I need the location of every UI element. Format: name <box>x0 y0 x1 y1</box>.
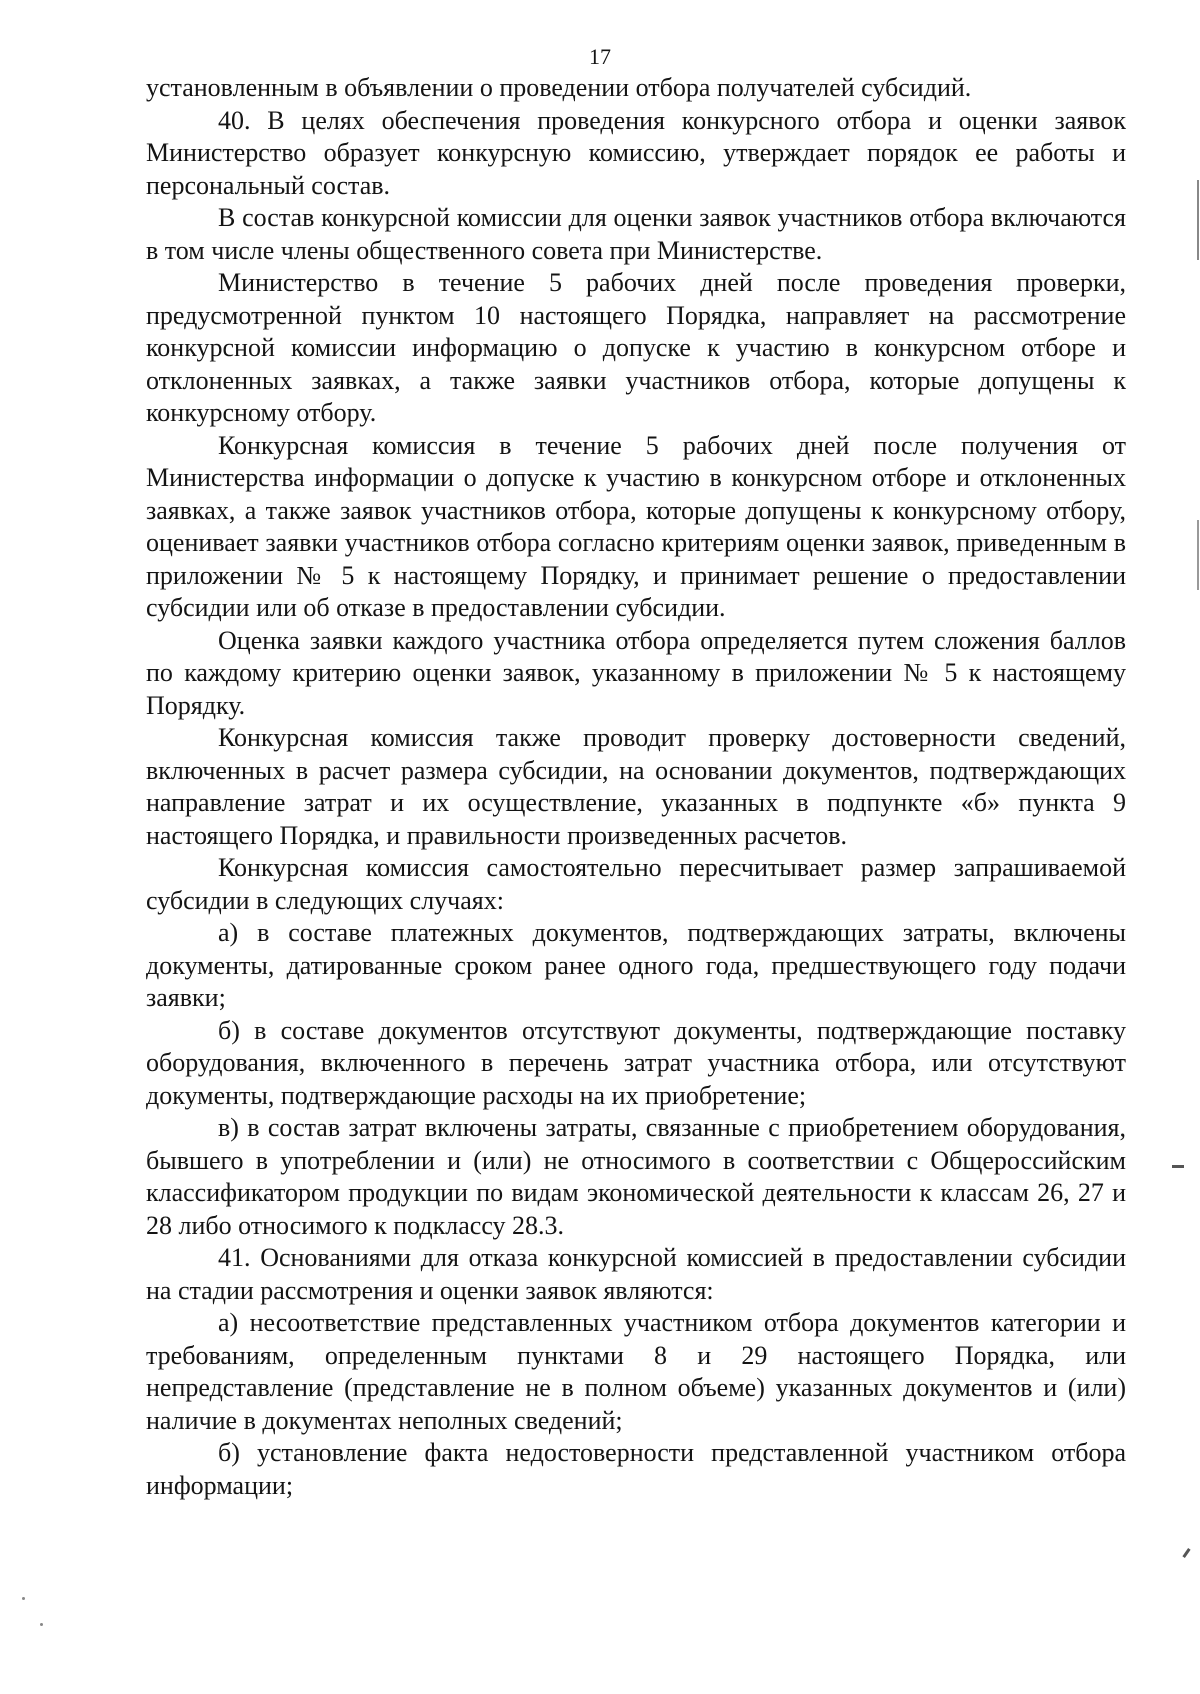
page-number: 17 <box>589 44 611 69</box>
paragraph-commission-evaluation: Конкурсная комиссия в течение 5 рабочих дней после получения от Министерства информации о допуске к участию в конкурсном отборе и отклоненных заявках, а также заявок участников отбора, которые допущены к конкурсному отбору, оценивает заявки участников отбора согласно критериям оценки заявок, приведенным в приложении № 5 к настоящему Порядку, и принимает решение о предоставлении субсидии или об отказе в предоставлении субсидии. <box>146 430 1126 622</box>
scan-dot-mark <box>22 1597 25 1600</box>
paragraph-clause-41: 41. Основаниями для отказа конкурсной комиссией в предоставлении субсидии на стадии рассмотрения и оценки заявок являются: <box>146 1243 1126 1305</box>
scan-edge-mark <box>1197 180 1199 260</box>
list-item-b: б) в составе документов отсутствуют документы, подтверждающие поставку оборудования, включенного в перечень затрат участника отбора, или отсутствуют документы, подтверждающие расходы на их приобретение; <box>146 1015 1126 1110</box>
scan-dot-mark <box>40 1623 43 1626</box>
paragraph-ministry-referral: Министерство в течение 5 рабочих дней после проведения проверки, предусмотренной пунктом 10 настоящего Порядка, направляет на рассмотрение конкурсной комиссии информацию о допуске к участию в конкурсном отборе и отклоненных заявках, а также заявки участников отбора, которые допущены к конкурсному отбору. <box>146 268 1126 427</box>
paragraph-verification: Конкурсная комиссия также проводит проверку достоверности сведений, включенных в расчет размера субсидии, на основании документов, подтверждающих направление затрат и их осуществление, указанных в подпункте «б» пункта 9 настоящего Порядка, и правильности произведенных расчетов. <box>146 723 1126 850</box>
paragraph-continuation: установленным в объявлении о проведении отбора получателей субсидий. <box>146 73 972 102</box>
paragraph-commission-composition: В состав конкурсной комиссии для оценки заявок участников отбора включаются в том числе члены общественного совета при Министерстве. <box>146 203 1126 265</box>
scan-edge-mark <box>1197 520 1199 590</box>
list-item-a: а) в составе платежных документов, подтверждающих затраты, включены документы, датированные сроком ранее одного года, предшествующего году подачи заявки; <box>146 918 1126 1012</box>
paragraph-recalculation: Конкурсная комиссия самостоятельно пересчитывает размер запрашиваемой субсидии в следующих случаях: <box>146 853 1126 915</box>
scan-dash-mark <box>1172 1165 1184 1168</box>
list-item-v: в) в состав затрат включены затраты, связанные с приобретением оборудования, бывшего в употреблении и (или) не относимого в соответствии с Общероссийским классификатором продукции по видам экономической деятельности к классам 26, 27 и 28 либо относимого к подклассу 28.3. <box>146 1113 1126 1240</box>
scan-tick-mark <box>1182 1548 1190 1558</box>
refusal-item-a: а) несоответствие представленных участником отбора документов категории и требованиям, определенным пунктами 8 и 29 настоящего Порядка, или непредставление (представление не в полном объеме) указанных документов и (или) наличие в документах неполных сведений; <box>146 1308 1126 1435</box>
paragraph-score-calculation: Оценка заявки каждого участника отбора определяется путем сложения баллов по каждому критерию оценки заявок, указанному в приложении № 5 к настоящему Порядку. <box>146 625 1126 720</box>
document-body <box>146 72 1126 1502</box>
paragraph-clause-40: 40. В целях обеспечения проведения конкурсного отбора и оценки заявок Министерство образует конкурсную комиссию, утверждает порядок ее работы и персональный состав. <box>146 105 1126 200</box>
refusal-item-b: б) установление факта недостоверности представленной участником отбора информации; <box>146 1438 1126 1500</box>
